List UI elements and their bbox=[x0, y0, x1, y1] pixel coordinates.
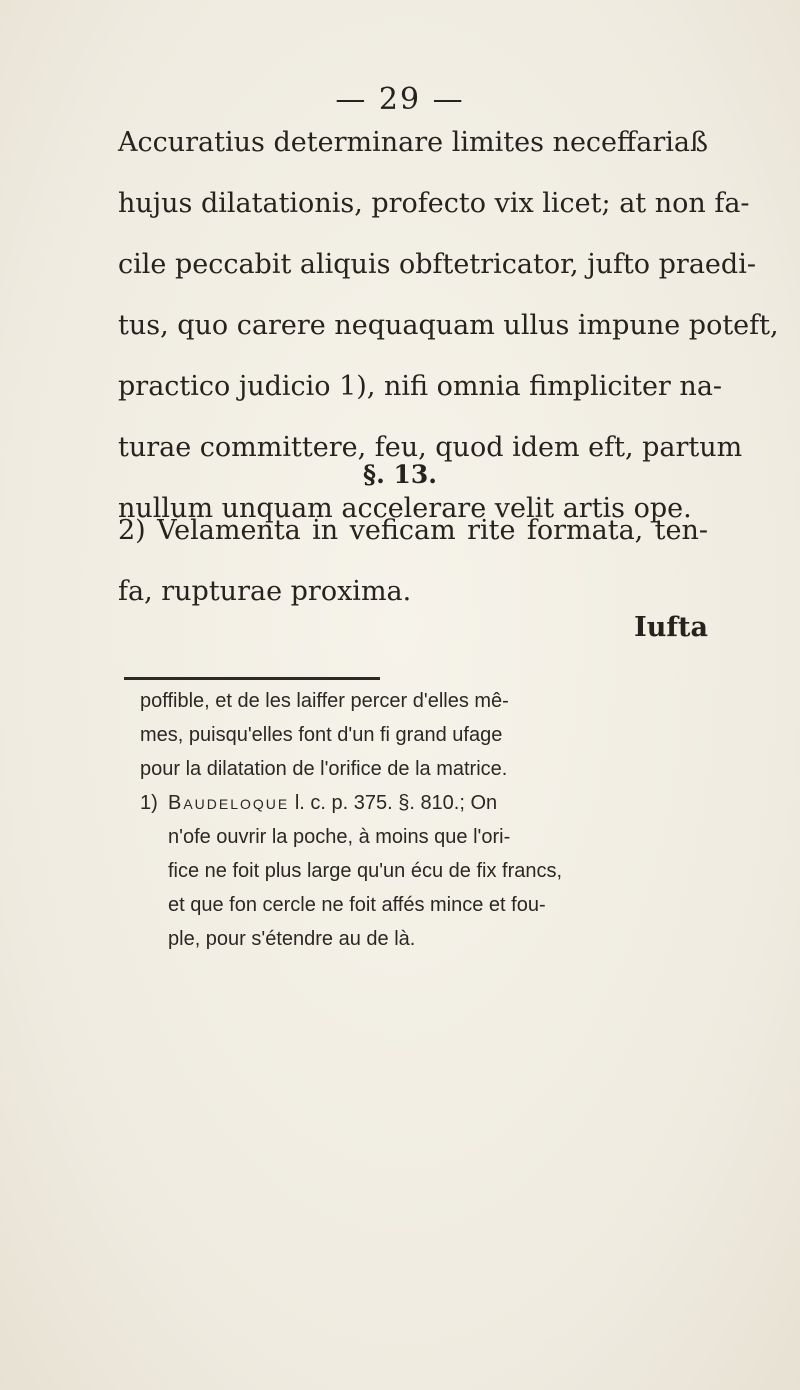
footnote-line: fice ne foit plus large qu'un écu de fix francs, bbox=[168, 860, 563, 882]
footnote-line: poffible, et de les laiffer percer d'elles mê- bbox=[140, 690, 509, 712]
footnote-entry-first-line bbox=[140, 786, 708, 820]
footnote-line: n'ofe ouvrir la poche, à moins que l'ori- bbox=[168, 826, 511, 848]
text-line: hujus dilatationis, profecto vix licet; at non fa- bbox=[118, 188, 750, 219]
section-heading: §. 13. bbox=[363, 460, 437, 489]
text-line: cile peccabit aliquis obftetricator, jufto praedi- bbox=[118, 249, 756, 280]
footnote-line: pour la dilatation de l'orifice de la matrice. bbox=[140, 758, 508, 780]
sub-paragraph bbox=[118, 500, 708, 622]
footnote-line: et que fon cercle ne foit affés mince et fou- bbox=[168, 894, 546, 916]
text-line: practico judicio 1), nifi omnia fimpliciter na- bbox=[118, 371, 723, 402]
footnote-line: ple, pour s'étendre au de là. bbox=[168, 928, 416, 950]
footnote-marker: 1) bbox=[140, 792, 158, 814]
text-line: Accuratius determinare limites neceffariaß bbox=[118, 127, 708, 158]
footnote-divider bbox=[124, 677, 380, 680]
footnote-citation: l. c. p. 375. §. 810.; On bbox=[294, 792, 498, 814]
footnote-line: mes, puisqu'elles font d'un fi grand ufage bbox=[140, 724, 503, 746]
text-line: fa, rupturae proxima. bbox=[118, 576, 412, 607]
text-line: nullum unquam accelerare velit artis ope. bbox=[118, 493, 692, 524]
text-line: tus, quo carere nequaquam ullus impune poteft, bbox=[118, 310, 779, 341]
catchword: Iufta bbox=[634, 612, 708, 643]
footnote-author: Baudeloque bbox=[168, 792, 290, 814]
text-line: 2) Velamenta in veficam rite formata, ten- bbox=[118, 515, 708, 546]
page-number: — 29 — bbox=[335, 82, 465, 117]
footnote-block bbox=[140, 684, 708, 956]
text-line: turae committere, feu, quod idem eft, partum bbox=[118, 432, 743, 463]
